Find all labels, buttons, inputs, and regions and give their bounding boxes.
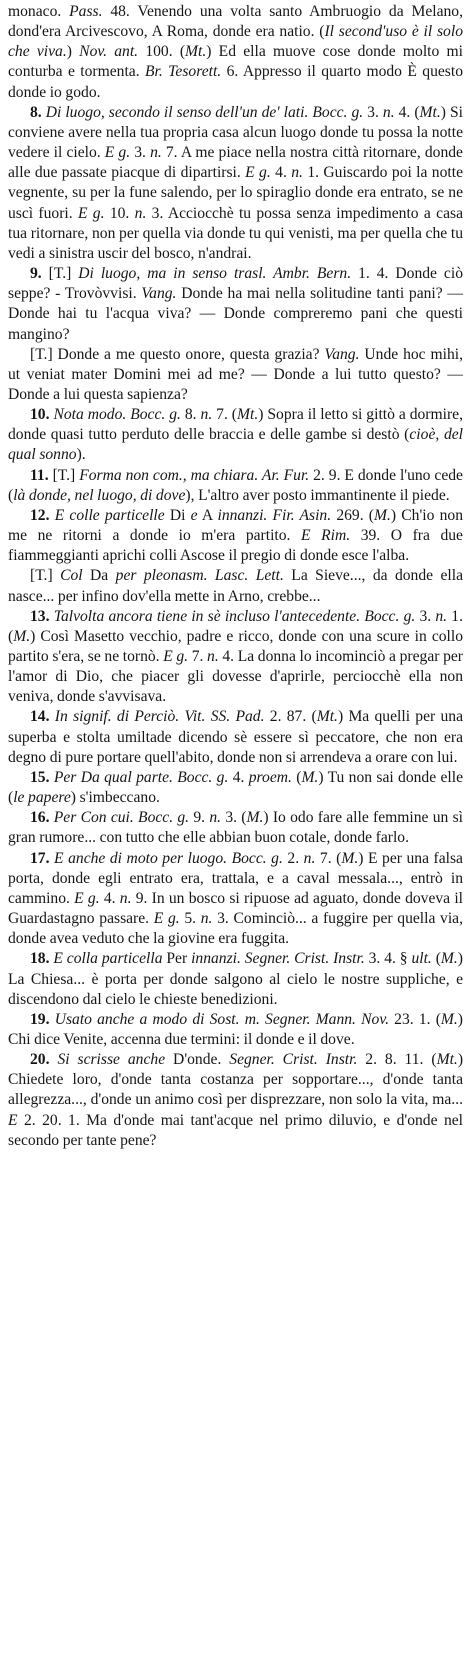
sense-12-sub: [T.] Col Da per pleonasm. Lasc. Lett. La Sieve..., da donde ella nasce... per infino dov'ella mette in Arno, crebbe... [8,567,463,605]
sense-20: 20. Si scrisse anche D'onde. Segner. Crist. Instr. 2. 8. 11. (Mt.) Chiedete loro, d'onde tanta costanza per sopportare..., d'onde tanta allegrezza..., d'onde un animo così per disprezzare, non solo la vita, ma... E 2. 20. 1. Ma d'onde mai tant'acque nel primo diluvio, e d'onde nel secondo per tante pene? [8,1051,464,1149]
sense-13: 13. Talvolta ancora tiene in sè incluso l'antecedente. Bocc. g. 3. n. 1. (M.) Così Masetto vecchio, padre e ricco, donde con una scure in collo partito s'era, se ne tornò. E g. 7. n. 4. La donna lo incominciò a pregar per l'amor di Dio, che piacer gli dovesse d'aprirle, perciocchè ella non veniva, donde s'avvisava. [8,607,463,706]
sense-18: 18. E colla particella Per innanzi. Segner. Crist. Instr. 3. 4. § ult. (M.) La Chiesa... è porta per donde salgono al cielo le nostre suppliche, e discendono dal cielo le chieste benedizioni. [8,950,463,1008]
sense-12: 12. E colle particelle Di e A innanzi. Fir. Asin. 269. (M.) Ch'io non me ne ritorni a donde io m'era partito. E Rim. 39. O fra due fiammeggianti aprichi colli Ascose il pregio di donde esce l'alba. [8,506,463,565]
sense-19: 19. Usato anche a modo di Sost. m. Segner. Mann. Nov. 23. 1. (M.) Chi dice Venite, accenna due termini: il donde e il dove. [8,1010,463,1048]
sense-17: 17. E anche di moto per luogo. Bocc. g. 2. n. 7. (M.) E per una falsa porta, donde egli entrato era, trattala, e a caval messala..., entrò in cammino. E g. 4. n. 9. In un bosco si ripuose ad aguato, donde doveva il Guardastagno passare. E g. 5. n. 3. Cominciò... a fuggire per quella via, donde avea veduto che la giovine era fuggita. [8,849,464,948]
sense-14: 14. In signif. di Perciò. Vit. SS. Pad. 2. 87. (Mt.) Ma quelli per una superba e stolta umiltade dicendo sè essere sì peccatore, che non era degno di pure portare quell'abito, donde non si arrendeva a orare con lui. [8,708,464,766]
sense-8: 8. Di luogo, secondo il senso dell'un de' lati. Bocc. g. 3. n. 4. (Mt.) Si conviene avere nella tua propria casa alcun luogo donde tu possa la notte vedere il cielo. E g. 3. n. 7. A me piace nella nostra città ritornare, donde alle due passate piacque di dipartirsi. E g. 4. n. 1. Guiscardo poi la notte vegnente, su per la fune salendo, per lo spiraglio donde era entrato, se ne uscì fuori. E g. 10. n. 3. Acciocchè tu possa senza impedimento a casa tua ritornare, non per quella via donde tu qui venisti, ma per quella che tu vedi a sinistra uscir del bosco, n'andrai. [8,103,463,262]
sense-9: 9. [T.] Di luogo, ma in senso trasl. Ambr. Bern. 1. 4. Donde ciò seppe? - Trovòvvisi. Vang. Donde ha mai nella solitudine tanti pani? — Donde hai tu l'acqua viva? — Donde compreremo pani che questi mangino? [8,265,464,343]
sense-10: 10. Nota modo. Bocc. g. 8. n. 7. (Mt.) Sopra il letto si gittò a dormire, donde quasi tutto perduto delle braccia e delle gambe si destò (cioè, del qual sonno). [8,406,463,464]
sense-11: 11. [T.] Forma non com., ma chiara. Ar. Fur. 2. 9. E donde l'uno cede (là donde, nel luogo, di dove), L'altro aver posto immantinente il piede. [8,466,463,504]
sense-16: 16. Per Con cui. Bocc. g. 9. n. 3. (M.) Io odo fare alle femmine un sì gran rumore... con tutto che elle abbian buon cotale, donde farlo. [8,809,463,847]
entry-continuation: monaco. Pass. 48. Venendo una volta santo Ambruogio da Melano, dond'era Arcivescovo, A Roma, donde era natio. (Il second'uso è il solo che viva.) Nov. ant. 100. (Mt.) Ed ella muove cose donde molto mi conturba e tormenta. Br. Tesorett. 6. Appresso il quarto modo È questo donde io godo. [8,3,464,101]
sense-15: 15. Per Da qual parte. Bocc. g. 4. proem. (M.) Tu non sai donde elle (le papere) s'imbeccano. [8,768,463,807]
sense-9-sub: [T.] Donde a me questo onore, questa grazia? Vang. Unde hoc mihi, ut veniat mater Domini mei ad me? — Donde a lui tutto questo? — Donde a lui questa sapienza? [8,345,463,403]
